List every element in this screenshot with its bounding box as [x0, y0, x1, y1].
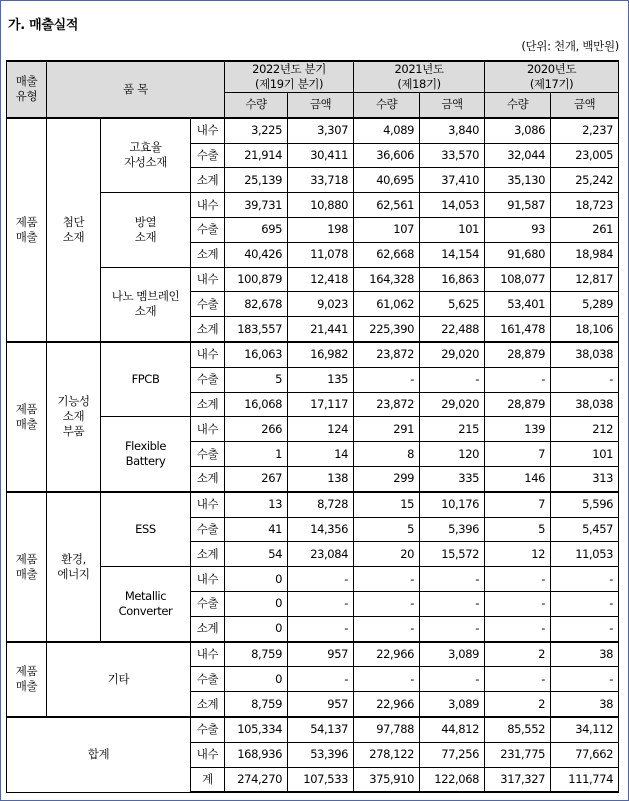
sales-type-label: 매출 — [15, 229, 38, 244]
cell-qty: 25,139 — [225, 168, 288, 193]
sales-type-cell — [7, 118, 47, 342]
cell-qty: - — [485, 567, 551, 592]
row-kind: 내수 — [191, 193, 225, 218]
cell-qty: 28,879 — [485, 392, 551, 417]
cell-amount: 77,256 — [420, 742, 485, 767]
item-name-cell — [101, 342, 191, 417]
cell-amount: 11,053 — [551, 542, 619, 567]
item-name-cell — [101, 193, 191, 267]
table-row — [7, 118, 619, 143]
period-term: (제17기) — [529, 77, 574, 91]
period-term: (제18기) — [397, 77, 441, 91]
cell-amount: 5,457 — [551, 517, 619, 542]
cell-amount: - — [420, 667, 485, 692]
sales-type-cell — [7, 642, 47, 717]
cell-amount: 3,089 — [420, 692, 485, 717]
cell-qty: - — [485, 591, 551, 616]
header-sales-type — [7, 61, 47, 118]
cell-qty: 108,077 — [485, 267, 551, 292]
cell-amount: 212 — [551, 417, 619, 442]
header-period-2021 — [354, 61, 485, 93]
sales-type-label: 매출 — [15, 416, 38, 431]
cell-amount: 33,718 — [288, 168, 354, 193]
cell-qty: 5 — [225, 367, 288, 392]
cell-amount: 33,570 — [420, 143, 485, 168]
category-label: 환경, — [61, 551, 86, 566]
cell-amount: - — [551, 367, 619, 392]
row-kind: 소계 — [191, 542, 225, 567]
cell-qty: 139 — [485, 417, 551, 442]
cell-amount: 21,441 — [288, 317, 354, 342]
cell-qty: 4,089 — [354, 118, 420, 143]
row-kind: 내수 — [191, 642, 225, 667]
cell-amount: 2,237 — [551, 118, 619, 143]
cell-qty: 82,678 — [225, 292, 288, 317]
sales-type-label: 매출 — [15, 679, 38, 694]
table-row — [7, 642, 619, 667]
item-name: ESS — [135, 521, 156, 536]
row-kind: 내수 — [191, 567, 225, 592]
item-name: 자성소재 — [124, 155, 167, 170]
cell-qty: 23,872 — [354, 392, 420, 417]
cell-amount: 335 — [420, 466, 485, 491]
cell-amount: 10,880 — [288, 193, 354, 218]
row-kind: 수출 — [191, 717, 225, 742]
cell-qty: 40,426 — [225, 242, 288, 267]
category-label: 첨단 — [62, 214, 85, 229]
row-kind: 계 — [191, 767, 225, 792]
category-cell — [47, 118, 101, 342]
cell-qty: 695 — [225, 217, 288, 242]
cell-amount: 38,038 — [551, 392, 619, 417]
cell-qty: 91,587 — [485, 193, 551, 218]
cell-amount: 12,418 — [288, 267, 354, 292]
cell-amount: 37,410 — [420, 168, 485, 193]
item-name: 소재 — [134, 304, 157, 319]
table-row — [7, 492, 619, 517]
category-label: 기능성 — [57, 394, 90, 409]
sales-type-label: 제품 — [15, 401, 38, 416]
item-name: 고효율 — [129, 140, 162, 155]
cell-qty: - — [485, 667, 551, 692]
cell-qty: 8,759 — [225, 642, 288, 667]
cell-qty: 168,936 — [225, 742, 288, 767]
cell-amount: 22,488 — [420, 317, 485, 342]
cell-amount: - — [551, 567, 619, 592]
cell-qty: 8,759 — [225, 692, 288, 717]
cell-amount: 215 — [420, 417, 485, 442]
cell-amount: 23,005 — [551, 143, 619, 168]
row-kind: 소계 — [191, 466, 225, 491]
header-sales-type-line: 유형 — [15, 89, 38, 104]
item-name-cell — [101, 267, 191, 342]
period-year: 2021년도 — [394, 62, 444, 76]
cell-amount: 12,817 — [551, 267, 619, 292]
cell-qty: 12 — [485, 542, 551, 567]
cell-amount: 14,053 — [420, 193, 485, 218]
cell-qty: - — [354, 591, 420, 616]
cell-qty: 53,401 — [485, 292, 551, 317]
cell-qty: 22,966 — [354, 692, 420, 717]
item-name: 소재 — [134, 229, 157, 244]
row-kind: 소계 — [191, 392, 225, 417]
cell-qty: 100,879 — [225, 267, 288, 292]
cell-amount: 29,020 — [420, 342, 485, 367]
cell-qty: 0 — [225, 591, 288, 616]
header-period-2020 — [485, 61, 619, 93]
cell-qty: - — [485, 367, 551, 392]
cell-qty: 23,872 — [354, 342, 420, 367]
cell-amount: - — [551, 667, 619, 692]
cell-qty: 0 — [225, 667, 288, 692]
cell-amount: 135 — [288, 367, 354, 392]
cell-amount: 9,023 — [288, 292, 354, 317]
row-kind: 수출 — [191, 517, 225, 542]
cell-amount: 10,176 — [420, 492, 485, 517]
cell-amount: 38,038 — [551, 342, 619, 367]
cell-qty: 7 — [485, 442, 551, 467]
row-kind: 소계 — [191, 168, 225, 193]
cell-amount: 5,396 — [420, 517, 485, 542]
item-name: Converter — [118, 603, 173, 618]
cell-amount: - — [420, 591, 485, 616]
cell-qty: 5 — [485, 517, 551, 542]
row-kind: 수출 — [191, 442, 225, 467]
cell-amount: 3,840 — [420, 118, 485, 143]
cell-amount: 313 — [551, 466, 619, 491]
cell-amount: 44,812 — [420, 717, 485, 742]
cell-qty: 28,879 — [485, 342, 551, 367]
row-kind: 수출 — [191, 292, 225, 317]
header-amount: 금액 — [420, 93, 485, 118]
cell-amount: - — [551, 591, 619, 616]
cell-amount: 120 — [420, 442, 485, 467]
row-kind: 내수 — [191, 342, 225, 367]
cell-amount: - — [551, 616, 619, 641]
sales-type-label: 제품 — [15, 214, 38, 229]
sales-type-label: 제품 — [15, 551, 38, 566]
cell-qty: - — [354, 567, 420, 592]
cell-qty: 375,910 — [354, 767, 420, 792]
row-kind: 내수 — [191, 492, 225, 517]
header-qty: 수량 — [354, 93, 420, 118]
cell-amount: 124 — [288, 417, 354, 442]
cell-qty: 105,334 — [225, 717, 288, 742]
cell-amount: 5,625 — [420, 292, 485, 317]
cell-qty: 39,731 — [225, 193, 288, 218]
cell-amount: 18,984 — [551, 242, 619, 267]
cell-amount: 14,356 — [288, 517, 354, 542]
cell-qty: 274,270 — [225, 767, 288, 792]
header-amount: 금액 — [551, 93, 619, 118]
cell-qty: 13 — [225, 492, 288, 517]
row-kind: 내수 — [191, 267, 225, 292]
category-label: 소재 — [62, 229, 85, 244]
row-kind: 수출 — [191, 217, 225, 242]
cell-qty: 266 — [225, 417, 288, 442]
cell-qty: 3,225 — [225, 118, 288, 143]
total-label-cell: 합계 — [7, 717, 191, 792]
period-year: 2020년도 — [527, 62, 577, 76]
cell-amount: 957 — [288, 642, 354, 667]
cell-amount: 53,396 — [288, 742, 354, 767]
cell-qty: 15 — [354, 492, 420, 517]
cell-amount: 101 — [551, 442, 619, 467]
header-amount: 금액 — [288, 93, 354, 118]
row-kind: 내수 — [191, 742, 225, 767]
cell-qty: 299 — [354, 466, 420, 491]
category-cell — [47, 342, 101, 492]
cell-amount: 138 — [288, 466, 354, 491]
cell-amount: 198 — [288, 217, 354, 242]
row-kind: 소계 — [191, 242, 225, 267]
other-item-cell: 기타 — [47, 642, 191, 717]
category-cell — [47, 492, 101, 642]
cell-amount: - — [288, 616, 354, 641]
item-name-cell — [101, 118, 191, 193]
sales-type-cell — [7, 492, 47, 642]
cell-qty: 107 — [354, 217, 420, 242]
cell-amount: 17,117 — [288, 392, 354, 417]
cell-qty: 225,390 — [354, 317, 420, 342]
sales-type-label: 매출 — [15, 566, 38, 581]
unit-note: (단위: 천개, 백만원) — [521, 39, 619, 53]
table-row — [7, 342, 619, 367]
cell-qty: 21,914 — [225, 143, 288, 168]
cell-amount: 16,982 — [288, 342, 354, 367]
cell-qty: 161,478 — [485, 317, 551, 342]
total-row — [7, 717, 619, 742]
cell-qty: 8 — [354, 442, 420, 467]
cell-amount: 30,411 — [288, 143, 354, 168]
item-name-cell — [101, 417, 191, 492]
row-kind: 소계 — [191, 317, 225, 342]
cell-amount: 11,078 — [288, 242, 354, 267]
item-name-cell — [101, 492, 191, 567]
cell-amount: 38 — [551, 642, 619, 667]
cell-qty: 2 — [485, 642, 551, 667]
cell-amount: 77,662 — [551, 742, 619, 767]
row-kind: 수출 — [191, 667, 225, 692]
item-name: Flexible — [124, 439, 167, 454]
row-kind: 내수 — [191, 118, 225, 143]
cell-qty: 40,695 — [354, 168, 420, 193]
cell-qty: 93 — [485, 217, 551, 242]
cell-amount: 34,112 — [551, 717, 619, 742]
row-kind: 내수 — [191, 417, 225, 442]
cell-amount: 18,723 — [551, 193, 619, 218]
cell-amount: 54,137 — [288, 717, 354, 742]
cell-qty: 36,606 — [354, 143, 420, 168]
cell-qty: 3,086 — [485, 118, 551, 143]
cell-qty: - — [485, 616, 551, 641]
cell-amount: 111,774 — [551, 767, 619, 792]
cell-qty: 183,557 — [225, 317, 288, 342]
cell-amount: 122,068 — [420, 767, 485, 792]
header-item: 품 목 — [47, 61, 225, 118]
sales-type-cell — [7, 342, 47, 492]
cell-qty: 0 — [225, 616, 288, 641]
cell-amount: 29,020 — [420, 392, 485, 417]
cell-qty: 317,327 — [485, 767, 551, 792]
cell-amount: 3,089 — [420, 642, 485, 667]
cell-amount: 5,289 — [551, 292, 619, 317]
cell-qty: 97,788 — [354, 717, 420, 742]
cell-amount: 8,728 — [288, 492, 354, 517]
header-period-2022 — [225, 61, 354, 93]
item-name: Metallic — [124, 588, 167, 603]
cell-amount: 957 — [288, 692, 354, 717]
cell-amount: - — [420, 567, 485, 592]
cell-qty: 85,552 — [485, 717, 551, 742]
cell-qty: 62,561 — [354, 193, 420, 218]
row-kind: 소계 — [191, 616, 225, 641]
item-name: FPCB — [131, 372, 160, 387]
sales-type-label: 제품 — [15, 664, 38, 679]
row-kind: 수출 — [191, 143, 225, 168]
cell-qty: 54 — [225, 542, 288, 567]
cell-amount: 18,106 — [551, 317, 619, 342]
cell-amount: 25,242 — [551, 168, 619, 193]
cell-amount: 3,307 — [288, 118, 354, 143]
cell-amount: 101 — [420, 217, 485, 242]
cell-amount: 261 — [551, 217, 619, 242]
cell-qty: - — [354, 367, 420, 392]
cell-amount: 23,084 — [288, 542, 354, 567]
header-qty: 수량 — [225, 93, 288, 118]
cell-qty: 22,966 — [354, 642, 420, 667]
cell-amount: 5,596 — [551, 492, 619, 517]
category-label: 소재 — [62, 409, 85, 424]
category-label: 부품 — [62, 424, 85, 439]
header-sales-type-line: 매출 — [15, 74, 38, 89]
cell-qty: 62,668 — [354, 242, 420, 267]
cell-qty: 291 — [354, 417, 420, 442]
item-name: 나노 멤브레인 — [111, 289, 180, 304]
cell-qty: 61,062 — [354, 292, 420, 317]
cell-qty: 146 — [485, 466, 551, 491]
cell-qty: 2 — [485, 692, 551, 717]
row-kind: 소계 — [191, 692, 225, 717]
cell-qty: 1 — [225, 442, 288, 467]
cell-qty: 5 — [354, 517, 420, 542]
row-kind: 수출 — [191, 591, 225, 616]
cell-qty: 267 — [225, 466, 288, 491]
cell-amount: 107,533 — [288, 767, 354, 792]
cell-qty: 32,044 — [485, 143, 551, 168]
cell-qty: 16,063 — [225, 342, 288, 367]
cell-qty: 0 — [225, 567, 288, 592]
header-qty: 수량 — [485, 93, 551, 118]
cell-amount: 14,154 — [420, 242, 485, 267]
section-title: 가. 매출실적 — [8, 18, 79, 33]
cell-qty: 35,130 — [485, 168, 551, 193]
cell-qty: 278,122 — [354, 742, 420, 767]
cell-qty: 20 — [354, 542, 420, 567]
period-term: (제19기 분기) — [254, 77, 324, 91]
cell-amount: 14 — [288, 442, 354, 467]
period-year: 2022년도 분기 — [252, 62, 326, 76]
cell-amount: - — [420, 616, 485, 641]
cell-qty: 16,068 — [225, 392, 288, 417]
row-kind: 수출 — [191, 367, 225, 392]
category-label: 에너지 — [57, 566, 90, 581]
cell-amount: - — [288, 591, 354, 616]
cell-amount: - — [420, 367, 485, 392]
cell-qty: 164,328 — [354, 267, 420, 292]
cell-qty: 231,775 — [485, 742, 551, 767]
item-name: Battery — [125, 454, 166, 469]
item-name-cell — [101, 567, 191, 642]
cell-qty: 7 — [485, 492, 551, 517]
item-name: 방열 — [134, 214, 157, 229]
cell-amount: 15,572 — [420, 542, 485, 567]
cell-amount: - — [288, 667, 354, 692]
cell-amount: 38 — [551, 692, 619, 717]
cell-qty: - — [354, 616, 420, 641]
cell-qty: 41 — [225, 517, 288, 542]
cell-qty: - — [354, 667, 420, 692]
cell-amount: - — [288, 567, 354, 592]
sales-table — [6, 60, 619, 793]
cell-qty: 91,680 — [485, 242, 551, 267]
cell-amount: 16,863 — [420, 267, 485, 292]
